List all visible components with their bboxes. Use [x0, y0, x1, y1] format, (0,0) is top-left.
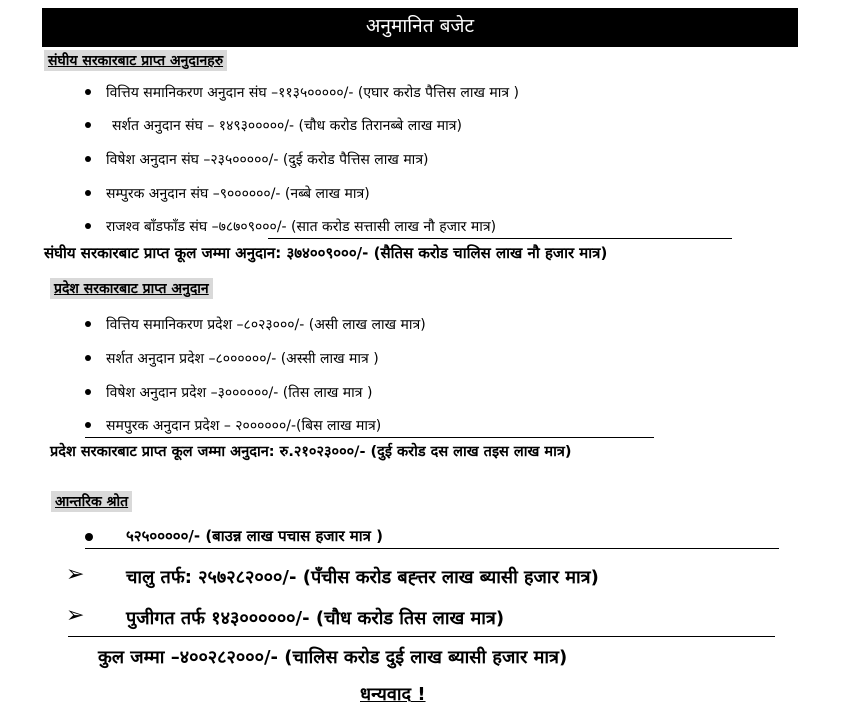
province-heading: प्रदेश सरकारबाट प्राप्त अनुदान [50, 278, 213, 299]
bullet-icon [85, 89, 91, 95]
federal-item-4: सम्पुरक अनुदान संघ –९००००००/- (नब्बे लाख मात्र) [106, 186, 370, 202]
federal-item-1: वित्तिय समानिकरण अनुदान संघ –११३५०००००/- (एघार करोड पैत्तिस लाख मात्र ) [106, 85, 520, 101]
federal-heading: संघीय सरकारबाट प्राप्त अनुदानहरु [44, 50, 227, 71]
bullet-icon [85, 156, 91, 162]
federal-item-2: सर्शत अनुदान संघ – १४९३०००००/- (चौध करोड तिरानब्बे लाख मात्र) [112, 118, 462, 134]
grand-total: कुल जम्मा –४००२८२०००/- (चालिस करोड दुई लाख ब्यासी हजार मात्र) [98, 647, 568, 668]
federal-total: संघीय सरकारबाट प्राप्त कूल जम्मा अनुदान: ३७४००९०००/- (सैतिस करोड चालिस लाख नौ हजार मात्र) [44, 244, 608, 262]
province-item-3: विषेश अनुदान प्रदेश –३००००००/- (तिस लाख मात्र ) [106, 385, 373, 401]
current-expense: चालु तर्फ: २५७२८२०००/- (पँचीस करोड बह्त्तर लाख ब्यासी हजार मात्र) [126, 567, 599, 588]
arrow-icon: ➢ [66, 603, 85, 628]
federal-item-3: विषेश अनुदान संघ –२३५०००००/- (दुई करोड पैत्तिस लाख मात्र) [106, 152, 429, 168]
bullet-icon [85, 122, 91, 128]
bullet-icon [85, 422, 91, 428]
arrow-icon: ➢ [66, 562, 85, 587]
province-total: प्रदेश सरकारबाट प्राप्त कूल जम्मा अनुदान: रु.२१०२३०००/- (दुई करोड दस लाख तइस लाख मात्र) [50, 444, 572, 460]
province-item-1: वित्तिय समानिकरण प्रदेश –८०२३०००/- (असी लाख लाख मात्र) [106, 317, 426, 333]
divider [268, 238, 732, 239]
bullet-icon [85, 533, 93, 541]
internal-item: ५२५०००००/- (बाउन्न लाख पचास हजार मात्र ) [126, 527, 384, 545]
federal-item-5: राजश्व बाँडफाँड संघ –७८७०९०००/- (सात करोड सत्तासी लाख नौ हजार मात्र) [106, 219, 497, 235]
thanks-text: धन्यवाद ! [360, 684, 426, 705]
province-item-2: सर्शत अनुदान प्रदेश –८००००००/- (अस्सी लाख मात्र ) [106, 351, 379, 367]
divider [68, 636, 775, 637]
province-item-4: समपुरक अनुदान प्रदेश – २००००००/-(बिस लाख मात्र) [106, 418, 382, 434]
page-title: अनुमानित बजेट [42, 8, 798, 47]
divider [85, 437, 654, 438]
divider [85, 548, 779, 549]
bullet-icon [85, 190, 91, 196]
bullet-icon [85, 355, 91, 361]
capital-expense: पुजीगत तर्फ १४३००००००/- (चौध करोड तिस लाख मात्र) [126, 608, 505, 629]
bullet-icon [85, 389, 91, 395]
bullet-icon [85, 223, 91, 229]
internal-heading: आन्तरिक श्रोत [51, 491, 132, 512]
bullet-icon [85, 321, 91, 327]
